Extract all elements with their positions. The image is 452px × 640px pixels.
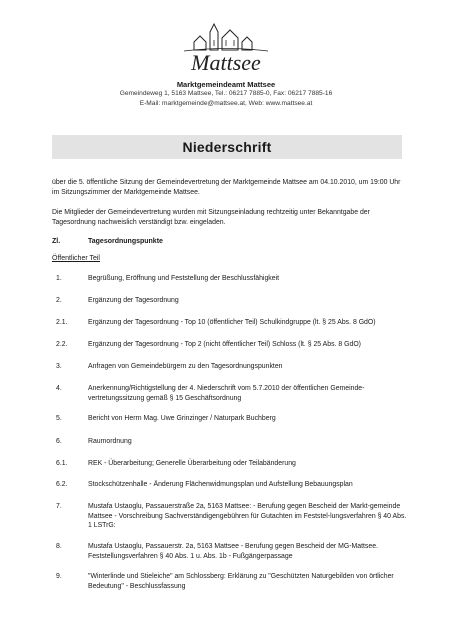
section-label-public: Öffentlicher Teil [52,255,100,262]
agenda-item-text: Ergänzung der Tagesordnung - Top 2 (nicht öffentlicher Teil) Schloss (lt. § 25 Abs. 8 GdO) [88,341,361,348]
agenda-item-text: Raumordnung [88,438,132,445]
agenda-item-number: 6. [56,438,62,445]
agenda-item-number: 9. [56,573,62,580]
logo-wordmark: Mattsee [191,50,261,75]
agenda-item-number: 4. [56,385,62,392]
agenda-item-text: Ergänzung der Tagesordnung - Top 10 (öffentlicher Teil) Schulkindgruppe (lt. § 25 Abs. 8 GdO) [88,319,376,326]
agenda-item-number: 8. [56,543,62,550]
org-name: Marktgemeindeamt Mattsee [176,80,276,89]
agenda-item-text: Anerkennung/Richtigstellung der 4. Niederschrift vom 5.7.2010 der öffentlichen Gemeinde-vertretungssitzung gemäß § 15 Geschäftsordnung [88,385,365,402]
agenda-item-text: REK - Überarbeitung; Generelle Überarbeitung oder Teilabänderung [88,460,296,467]
agenda-item-number: 2.1. [56,319,68,326]
agenda-item-number: 1. [56,275,62,282]
agenda-item-number: 3. [56,363,62,370]
title-band [52,135,402,159]
agenda-item-text: Mustafa Ustaoglu, Passauerstraße 2a, 5163 Mattsee: - Berufung gegen Bescheid der Markt-gemeinde Mattsee - Vorschreibung Sachverständigengebühren für Gutachten im Feststel-lungsverfahren § 40 Abs. 1 LSTrG: [88,503,407,529]
agenda-item-text: Ergänzung der Tagesordnung [88,297,179,304]
agenda-item-number: 7. [56,503,62,510]
agenda-item-number: 2. [56,297,62,304]
agenda-item-text: Stockschützenhalle - Änderung Flächenwidmungsplan und Aufstellung Bebauungsplan [88,481,353,488]
zl-label: Zl. [52,238,61,245]
mattsee-logo [180,20,272,78]
agenda-item-number: 5. [56,415,62,422]
agenda-item-text: Begrüßung, Eröffnung und Feststellung der Beschlussfähigkeit [88,275,280,282]
agenda-item-text: "Winterlinde und Stieleiche" am Schlossberg: Erklärung zu "Geschützten Naturgebilden von örtlicher Bedeutung" - Beschlussfassung [88,573,394,590]
agenda-item-number: 2.2. [56,341,68,348]
intro-paragraph-2: Die Mitglieder der Gemeindevertretung wurden mit Sitzungseinladung rechtzeitig unter Bekanntgabe der Tagesordnung nachweislich verständigt bzw. eingeladen. [52,209,370,226]
agenda-item-text: Anfragen von Gemeindebürgern zu den Tagesordnungspunkten [88,363,283,370]
address-line: Gemeindeweg 1, 5163 Mattsee, Tel.: 06217 7885-0, Fax: 06217 7885-16 [119,90,333,97]
contact-line: E-Mail: marktgemeinde@mattsee.at, Web: www.mattsee.at [139,100,313,107]
document-title: Niederschrift [182,139,272,155]
agenda-header: Tagesordnungspunkte [88,238,163,245]
agenda-item-number: 6.1. [56,460,68,467]
agenda-item-text: Bericht von Herrn Mag. Uwe Grinzinger / Naturpark Buchberg [88,415,276,422]
agenda-item-number: 6.2. [56,481,68,488]
intro-paragraph-1: über die 5. öffentliche Sitzung der Gemeindevertretung der Marktgemeinde Mattsee am 04.10.2010, um 19:00 Uhr im Sitzungszimmer der Marktgemeinde Mattsee. [52,179,401,196]
agenda-item-text: Mustafa Ustaoglu, Passauerstr. 2a, 5163 Mattsee - Berufung gegen Bescheid der MG-Mattsee. Feststellungsverfahren § 40 Abs. 1 u. Abs. 1b - Fußgängerpassage [88,543,378,560]
